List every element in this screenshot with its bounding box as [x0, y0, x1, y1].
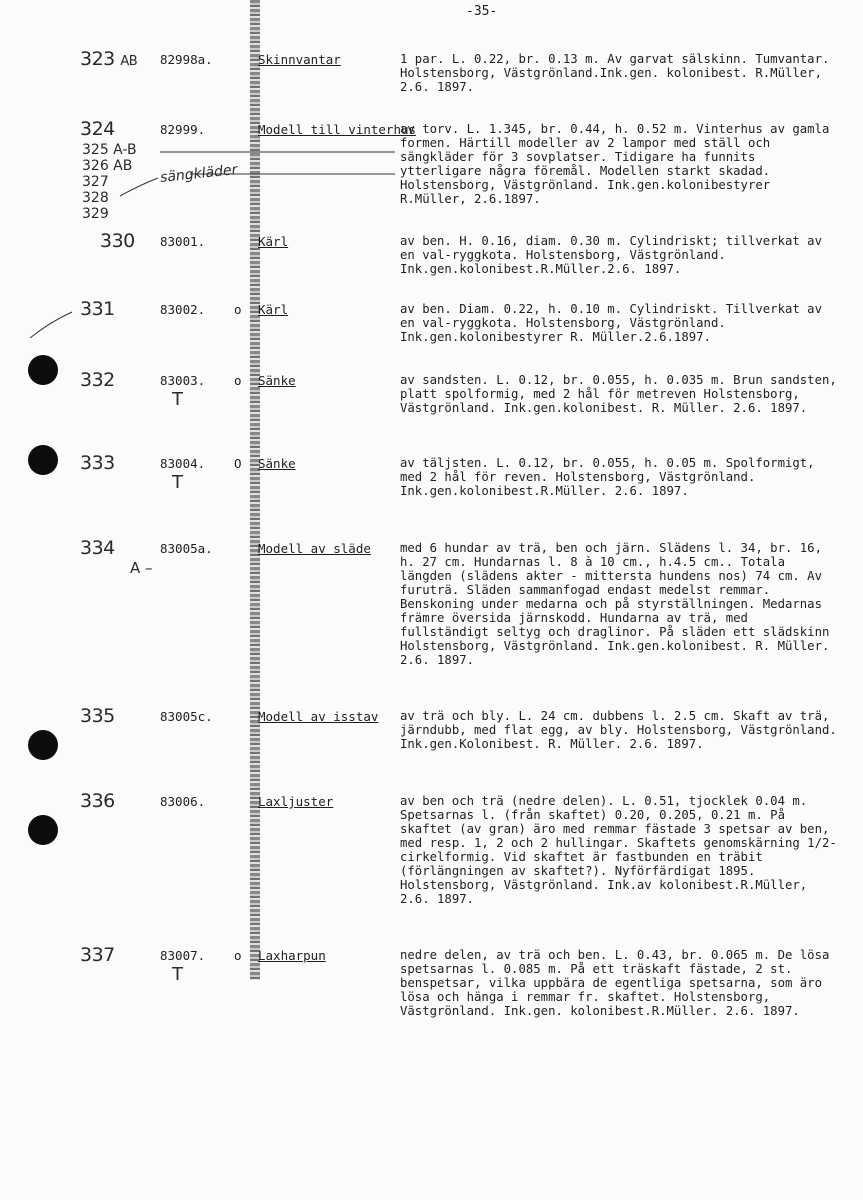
- handwritten-number: 337: [80, 944, 115, 966]
- object-description: av täljsten. L. 0.12, br. 0.055, h. 0.05 m. Spolformigt, med 2 hål för reven. Holstensborg, Västgrönland. Ink.gen.kolonibest.R.Müller. 2.6. 1897.: [400, 456, 815, 498]
- object-name: Kärl: [258, 234, 289, 249]
- margin-note: 329: [82, 206, 109, 222]
- object-name: Laxharpun: [258, 948, 326, 963]
- margin-note-word: sängkläder: [159, 161, 239, 187]
- handwritten-number: 330: [100, 230, 135, 252]
- object-name: Laxljuster: [258, 794, 334, 809]
- catalog-number: 82999.: [160, 122, 206, 137]
- handwritten-number: [80, 48, 137, 70]
- object-name: Modell till vinterhus: [258, 122, 417, 137]
- punch-hole: [28, 815, 58, 845]
- status-mark: O: [234, 456, 242, 471]
- object-description: 1 par. L. 0.22, br. 0.13 m. Av garvat sälskinn. Tumvantar. Holstensborg, Västgrönland.Ink.gen. kolonibest. R.Müller, 2.6. 1897.: [400, 52, 830, 94]
- catalog-number: 82998a.: [160, 52, 213, 67]
- catalog-number: 83003.: [160, 373, 206, 388]
- catalog-number: 83001.: [160, 234, 206, 249]
- object-description: med 6 hundar av trä, ben och järn. Slädens l. 34, br. 16, h. 27 cm. Hundarnas l. 8 à 10 cm., h.4.5 cm.. Totala längden (slädens akter - mittersta hundens nos) 74 cm. Av furuträ. Släden sammanfogad endast medelst remmar. Benskoning under medarna och på styrställningen. Medarnas främre översida järnskodd. Hundarna av trä, med fullständigt seltyg och draglinor. På släden ett slädskinn Holstensborg, Västgrönland. Ink.gen.kolonibest. R. Müller. 2.6. 1897.: [400, 541, 830, 667]
- hw-number: 323: [80, 48, 115, 70]
- object-name: Skinnvantar: [258, 52, 341, 67]
- punch-hole: [28, 730, 58, 760]
- catalog-number: 83007.: [160, 948, 206, 963]
- a-mark: A –: [130, 559, 153, 577]
- object-name: Sänke: [258, 373, 296, 388]
- status-mark: o: [234, 302, 242, 317]
- object-name: Sänke: [258, 456, 296, 471]
- handwritten-number: 324: [80, 118, 115, 140]
- punch-hole: [28, 355, 58, 385]
- object-description: av trä och bly. L. 24 cm. dubbens l. 2.5 cm. Skaft av trä, järndubb, med flat egg, av bly. Holstensborg, Västgrönland. Ink.gen.Kolonibest. R. Müller. 2.6. 1897.: [400, 709, 837, 751]
- object-description: nedre delen, av trä och ben. L. 0.43, br. 0.065 m. De lösa spetsarnas l. 0.085 m. På ett träskaft fästade, 2 st. benspetsar, vilka uppbära de egentliga spetsarna, som äro lösa och hänga i remmar fr. skaftet. Holstensborg, Västgrönland. Ink.gen. kolonibest.R.Müller. 2.6. 1897.: [400, 948, 830, 1018]
- margin-note: 328: [82, 190, 109, 206]
- t-mark: T: [172, 964, 183, 985]
- catalog-number: 83002.: [160, 302, 206, 317]
- catalog-number: 83005c.: [160, 709, 213, 724]
- catalog-number: 83004.: [160, 456, 206, 471]
- object-description: av ben och trä (nedre delen). L. 0.51, tjocklek 0.04 m. Spetsarnas l. (från skaftet) 0.20, 0.205, 0.21 m. På skaftet (av gran) äro med remmar fästade 3 spetsar av ben, med resp. 1, 2 och 2 hullingar. Skaftets genomskärning 1/2-cirkelformig. Vid skaftet är fastbunden en träbit (förlängningen av skaftet?). Nyförfärdigat 1895. Holstensborg, Västgrönland. Ink.av kolonibest.R.Müller, 2.6. 1897.: [400, 794, 837, 906]
- handwritten-number: 332: [80, 369, 115, 391]
- margin-note: 325 A-B: [82, 142, 137, 158]
- t-mark: T: [172, 389, 183, 410]
- status-mark: o: [234, 948, 242, 963]
- margin-notes: [82, 142, 137, 222]
- handwritten-number: 336: [80, 790, 115, 812]
- object-description: av ben. H. 0.16, diam. 0.30 m. Cylindriskt; tillverkat av en val-ryggkota. Holstensborg, Västgrönland. Ink.gen.kolonibest.R.Müller.2.6. 1897.: [400, 234, 822, 276]
- margin-note: 327: [82, 174, 109, 190]
- punch-hole: [28, 445, 58, 475]
- binding-edge: [250, 0, 260, 980]
- margin-note: 326 AB: [82, 158, 133, 174]
- handwritten-number: 333: [80, 452, 115, 474]
- object-description: av ben. Diam. 0.22, h. 0.10 m. Cylindriskt. Tillverkat av en val-ryggkota. Holstensborg, Västgrönland. Ink.gen.kolonibestyrer R. Müller.2.6.1897.: [400, 302, 822, 344]
- page-number: -35-: [466, 4, 498, 19]
- object-name: Modell av släde: [258, 541, 371, 556]
- object-description: av sandsten. L. 0.12, br. 0.055, h. 0.035 m. Brun sandsten, platt spolformig, med 2 hål för metreven Holstensborg, Västgrönland. Ink.gen.kolonibest. R. Müller. 2.6. 1897.: [400, 373, 837, 415]
- catalog-number: 83006.: [160, 794, 206, 809]
- handwritten-number: 334: [80, 537, 115, 559]
- handwritten-number: 335: [80, 705, 115, 727]
- catalog-number: 83005a.: [160, 541, 213, 556]
- handwritten-number: 331: [80, 298, 115, 320]
- object-name: Modell av isstav: [258, 709, 379, 724]
- t-mark: T: [172, 472, 183, 493]
- object-name: Kärl: [258, 302, 289, 317]
- object-description: av torv. L. 1.345, br. 0.44, h. 0.52 m. Vinterhus av gamla formen. Härtill modeller av 2 lampor med ställ och sängkläder för 3 sovplatser. Tidigare ha funnits ytterligare några föremål. Modellen starkt skadad. Holstensborg, Västgrönland. Ink.gen.kolonibestyrer R.Müller, 2.6.1897.: [400, 122, 830, 206]
- status-mark: o: [234, 373, 242, 388]
- hw-suffix: AB: [120, 54, 138, 69]
